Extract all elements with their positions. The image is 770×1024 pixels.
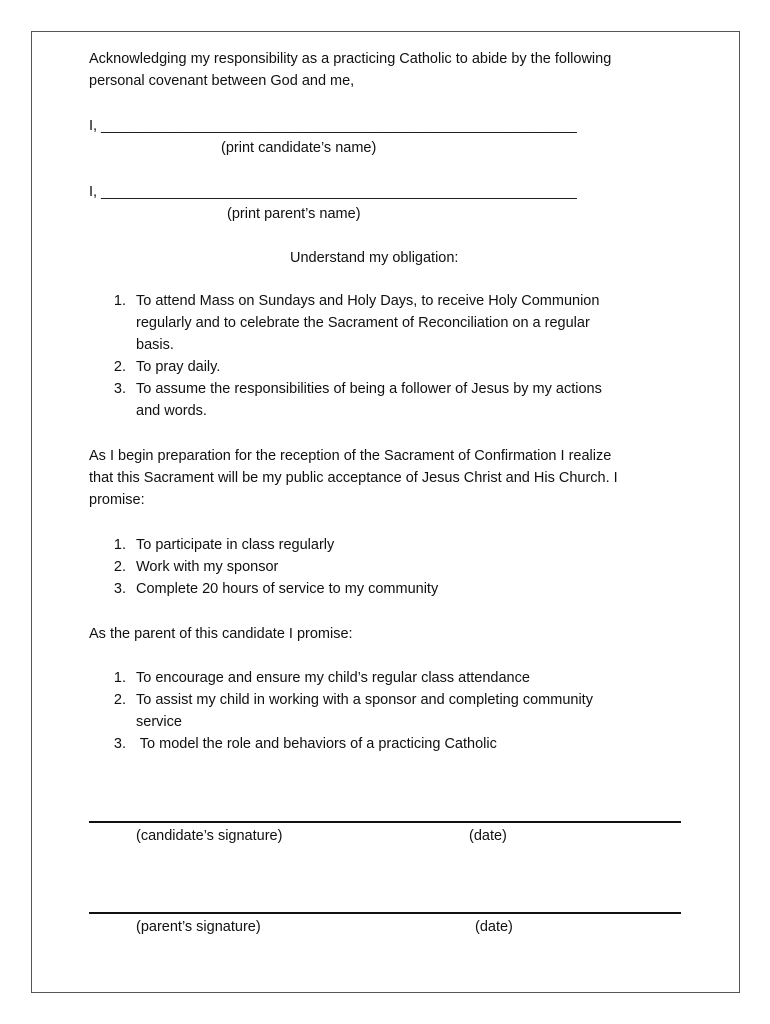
candidate-signature-line[interactable] — [89, 821, 681, 823]
parent-date-label: (date) — [475, 919, 513, 935]
list-number: 1. — [113, 537, 126, 553]
list-item: Work with my sponsor — [136, 559, 279, 575]
list-item: To attend Mass on Sundays and Holy Days, to receive Holy Communion — [136, 293, 600, 309]
parent-signature-label: (parent’s signature) — [136, 919, 261, 935]
confirmation-line-2: that this Sacrament will be my public acceptance of Jesus Christ and His Church. I — [89, 470, 618, 486]
intro-line-1: Acknowledging my responsibility as a practicing Catholic to abide by the following — [89, 51, 612, 67]
list-number: 1. — [113, 670, 126, 686]
candidate-signature-label: (candidate’s signature) — [136, 828, 283, 844]
list-number: 1. — [113, 293, 126, 309]
confirmation-line-3: promise: — [89, 492, 145, 508]
list-item: service — [136, 714, 182, 730]
list-item: basis. — [136, 337, 174, 353]
parent-name-caption: (print parent’s name) — [227, 206, 361, 222]
list-number: 3. — [113, 736, 126, 752]
parent-signature-line[interactable] — [89, 912, 681, 914]
list-item: To assist my child in working with a sponsor and completing community — [136, 692, 593, 708]
obligation-heading: Understand my obligation: — [290, 250, 459, 266]
parent-name-field[interactable]: I, ___________________________________________________________ — [89, 184, 577, 200]
list-number: 2. — [113, 359, 126, 375]
page-border — [31, 31, 740, 993]
list-item: Complete 20 hours of service to my community — [136, 581, 439, 597]
list-item: To pray daily. — [136, 359, 221, 375]
list-number: 2. — [113, 559, 126, 575]
list-item: and words. — [136, 403, 207, 419]
list-item: To assume the responsibilities of being a follower of Jesus by my actions — [136, 381, 602, 397]
candidate-date-label: (date) — [469, 828, 507, 844]
list-item: To encourage and ensure my child’s regular class attendance — [136, 670, 530, 686]
candidate-name-field[interactable]: I, ___________________________________________________________ — [89, 118, 577, 134]
list-number: 2. — [113, 692, 126, 708]
list-item: To participate in class regularly — [136, 537, 335, 553]
intro-line-2: personal covenant between God and me, — [89, 73, 355, 89]
list-item: regularly and to celebrate the Sacrament of Reconciliation on a regular — [136, 315, 590, 331]
candidate-name-caption: (print candidate’s name) — [221, 140, 377, 156]
list-number: 3. — [113, 581, 126, 597]
list-number: 3. — [113, 381, 126, 397]
confirmation-line-1: As I begin preparation for the reception of the Sacrament of Confirmation I realize — [89, 448, 612, 464]
list-item: To model the role and behaviors of a practicing Catholic — [136, 736, 497, 752]
parent-paragraph: As the parent of this candidate I promise: — [89, 626, 353, 642]
